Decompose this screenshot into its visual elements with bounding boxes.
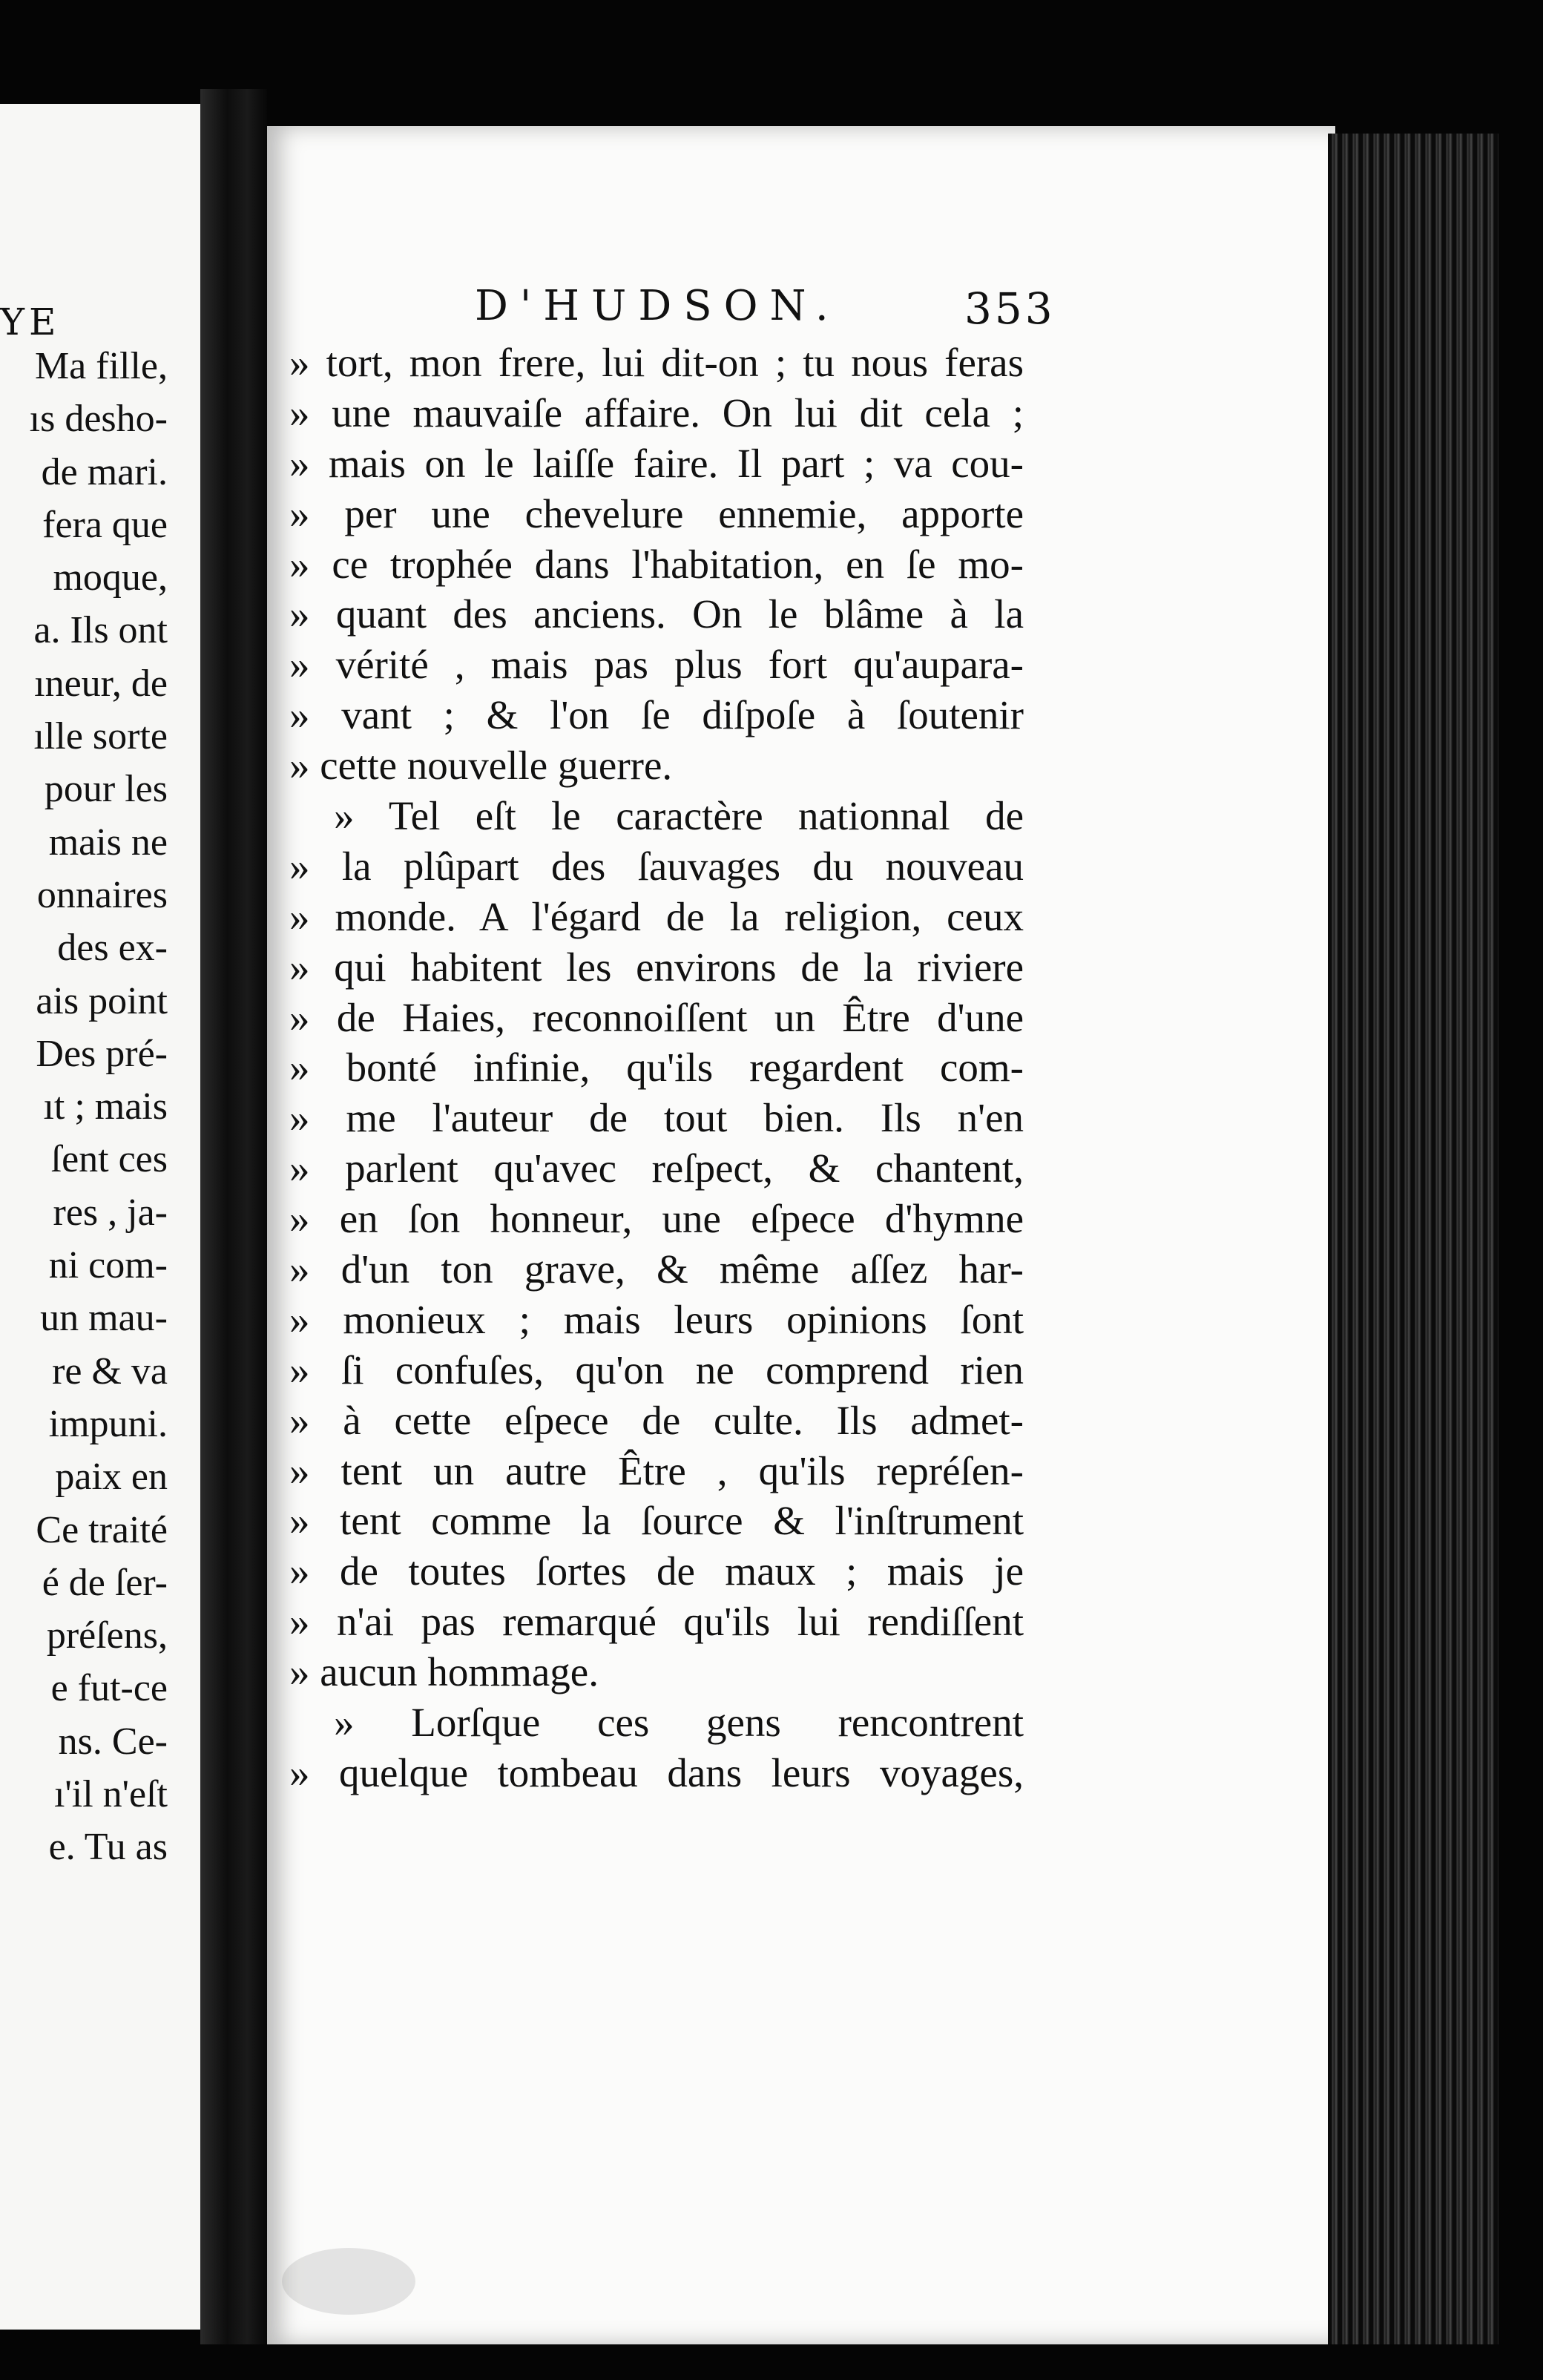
text-line: » quant des anciens. On le blâme à la: [289, 591, 1024, 637]
text-line: é de ſer-: [42, 1561, 168, 1604]
text-line: » bonté infinie, qu'ils regardent com-: [289, 1045, 1024, 1091]
text-line: » monde. A l'égard de la religion, ceux: [289, 893, 1024, 939]
text-line: » à cette eſpece de culte. Ils admet-: [289, 1397, 1024, 1443]
text-line: des ex-: [57, 927, 168, 970]
text-line: » parlent qu'avec reſpect, & chantent,: [289, 1145, 1024, 1191]
previous-page: [0, 104, 200, 2330]
text-line: » tent un autre Être , qu'ils repréſen-: [289, 1447, 1024, 1493]
text-line: ıs desho-: [29, 398, 168, 441]
text-line: Des pré-: [36, 1032, 168, 1075]
previous-page-header: YE: [0, 300, 61, 343]
text-line: » Tel eſt le caractère nationnal de: [334, 793, 1024, 839]
text-line: ais point: [36, 979, 168, 1022]
text-line: un mau-: [40, 1297, 168, 1340]
text-line: mais ne: [48, 821, 168, 864]
text-line: » vérité , mais pas plus fort qu'aupara-: [289, 642, 1024, 688]
text-line: » me l'auteur de tout bien. Ils n'en: [289, 1095, 1024, 1141]
text-line: onnaires: [36, 873, 168, 916]
text-line: » quelque tombeau dans leurs voyages,: [289, 1749, 1024, 1795]
text-line: paix en: [55, 1456, 168, 1499]
text-line: préſens,: [46, 1614, 168, 1657]
text-line: ıt ; mais: [43, 1085, 168, 1128]
text-line: res , ja-: [53, 1191, 168, 1234]
text-line: » de toutes ſortes de maux ; mais je: [289, 1548, 1024, 1594]
text-line: Ce traité: [36, 1508, 168, 1551]
text-line: moque,: [53, 556, 168, 599]
text-line: ns. Ce-: [58, 1720, 168, 1763]
text-line: » tent comme la ſource & l'inſtrument: [289, 1498, 1024, 1544]
book-gutter: [200, 89, 267, 2344]
text-line: a. Ils ont: [33, 609, 168, 652]
text-line: » une mauvaiſe affaire. On lui dit cela ;: [289, 389, 1024, 435]
text-line: » ſi confuſes, qu'on ne comprend rien: [289, 1347, 1024, 1393]
text-line: » tort, mon frere, lui dit-on ; tu nous feras: [289, 340, 1024, 385]
text-line: » per une chevelure ennemie, apporte: [289, 490, 1024, 536]
text-line: ı'il n'eſt: [53, 1773, 168, 1816]
running-head: D'HUDSON.: [475, 282, 840, 330]
text-line: ılle sorte: [33, 715, 168, 758]
text-line: » n'ai pas remarqué qu'ils lui rendiſſent: [289, 1599, 1024, 1645]
text-line: ni com-: [48, 1244, 168, 1287]
text-line: » aucun hommage.: [289, 1649, 599, 1695]
text-line: e fut-ce: [50, 1667, 168, 1710]
text-line: ſent ces: [50, 1138, 168, 1181]
previous-page-text: [30, 340, 168, 1874]
text-line: » de Haies, reconnoiſſent un Être d'une: [289, 994, 1024, 1040]
text-line: e. Tu as: [48, 1826, 168, 1869]
text-line: impuni.: [48, 1402, 168, 1445]
text-line: de mari.: [41, 450, 168, 493]
text-line: ıneur, de: [34, 662, 168, 705]
text-line: re & va: [52, 1350, 168, 1393]
text-line: Ma fille,: [34, 345, 168, 387]
text-line: fera que: [42, 503, 168, 546]
text-line: » la plûpart des ſauvages du nouveau: [289, 843, 1024, 889]
text-line: » qui habitent les environs de la riviere: [289, 944, 1024, 990]
text-line: » ce trophée dans l'habitation, en ſe mo-: [289, 541, 1024, 587]
text-line: » Lorſque ces gens rencontrent: [334, 1700, 1024, 1746]
text-line: » d'un ton grave, & même aſſez har-: [289, 1246, 1024, 1292]
page-edges: [1328, 134, 1498, 2344]
text-line: » cette nouvelle guerre.: [289, 743, 673, 789]
text-line: » vant ; & l'on ſe diſpoſe à ſoutenir: [289, 692, 1024, 738]
text-line: » monieux ; mais leurs opinions ſont: [289, 1296, 1024, 1342]
text-line: » mais on le laiſſe faire. Il part ; va cou-: [289, 440, 1024, 486]
paper-stain: [282, 2248, 415, 2315]
page-body-text: [289, 338, 1024, 1798]
page-number: 353: [964, 283, 1056, 334]
text-line: pour les: [44, 768, 168, 811]
text-line: » en ſon honneur, une eſpece d'hymne: [289, 1196, 1024, 1242]
